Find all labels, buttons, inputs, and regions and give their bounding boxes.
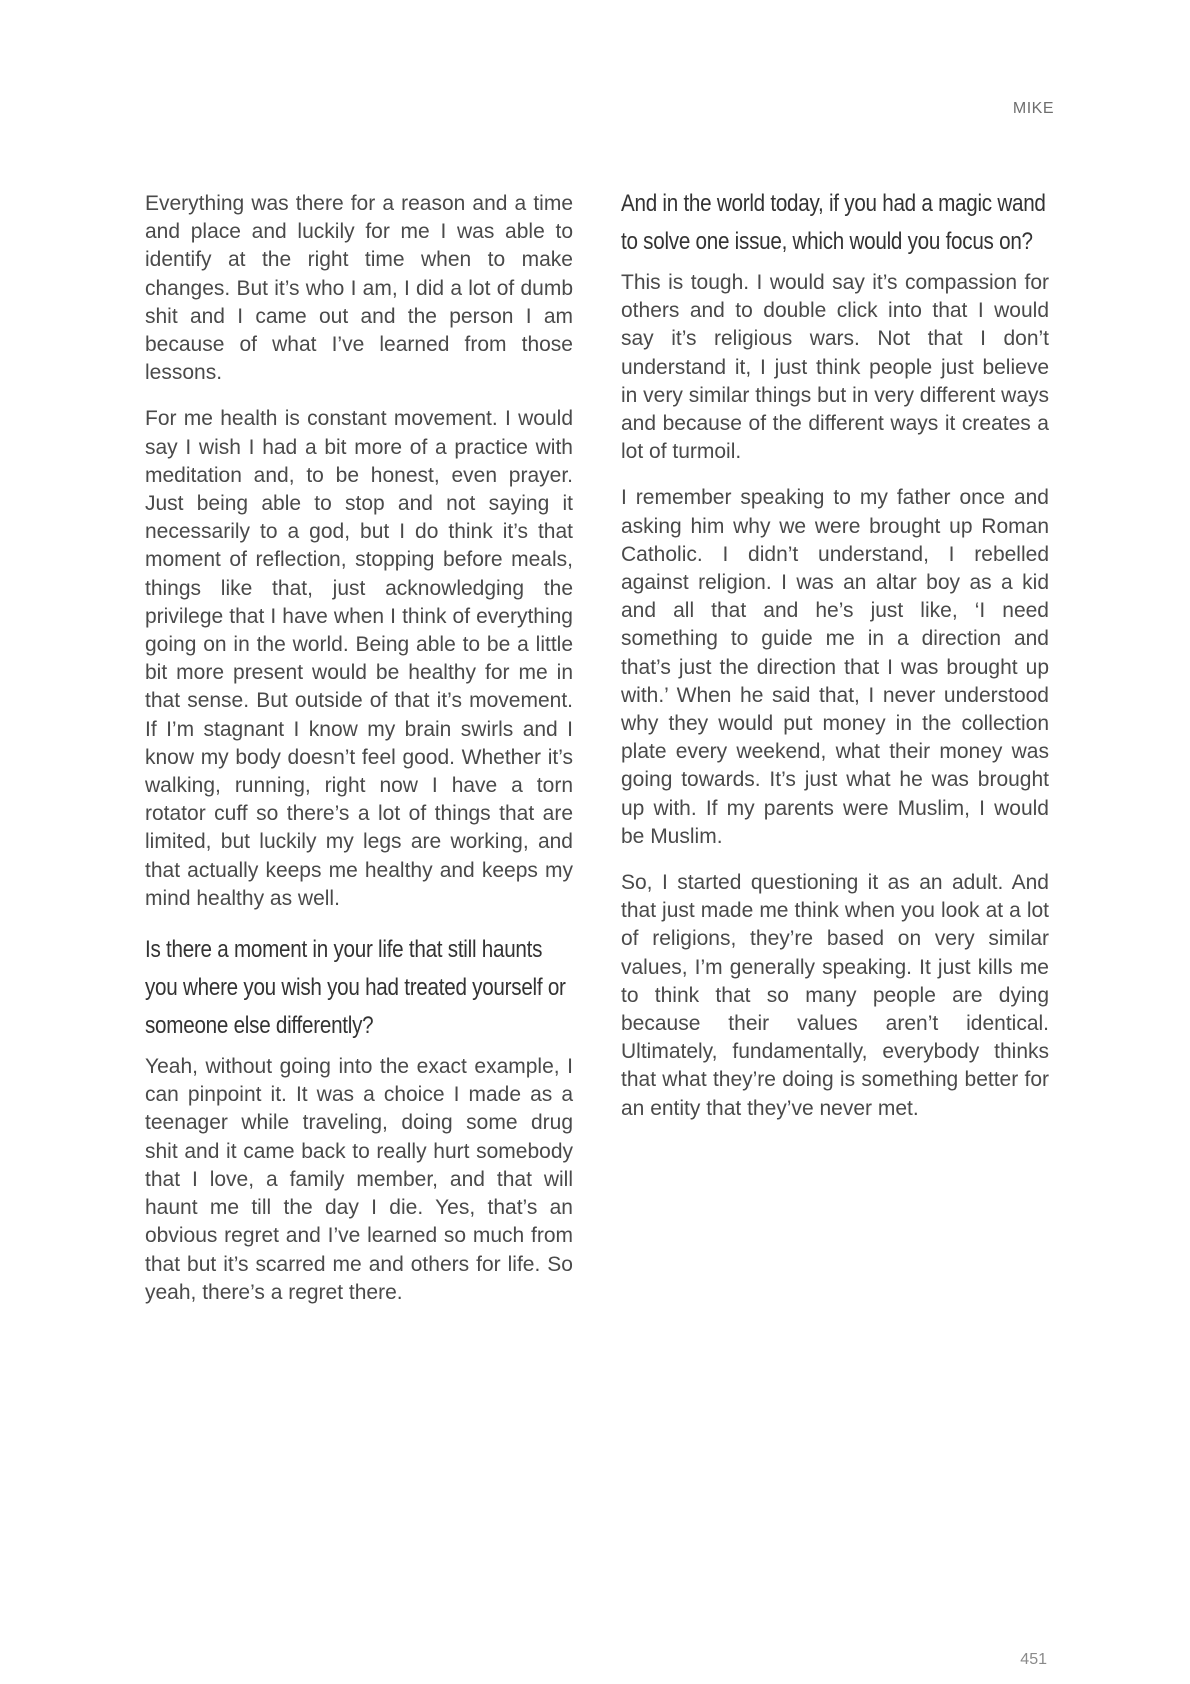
paragraph: This is tough. I would say it’s compassion for others and to double click into that I would say it’s religious wars. Not that I don’t understand it, I just think people just believe in very similar things but in very different ways and because of the different ways it creates a lot of turmoil. <box>621 271 1049 464</box>
page-number: 451 <box>1020 1651 1047 1668</box>
interview-question: And in the world today, if you had a magic wand to solve one issue, which would you focus on? <box>621 190 1046 255</box>
paragraph: Everything was there for a reason and a time and place and luckily for me I was able to identify at the right time when to make changes. But it’s who I am, I did a lot of dumb shit and I came out and the person I am because of what I’ve learned from those lessons. <box>145 192 573 385</box>
right-column <box>621 185 1049 1141</box>
interview-question: Is there a moment in your life that still haunts you where you wish you had treated yourself or someone else differently? <box>145 936 566 1040</box>
paragraph: So, I started questioning it as an adult. And that just made me think when you look at a lot of religions, they’re based on very similar values, I’m generally speaking. It just kills me to think that so many people are dying because their values aren’t identical. Ultimately, fundamentally, everybody thinks that what they’re doing is something better for an entity that they’ve never met. <box>621 871 1049 1120</box>
answer-paragraph: Yeah, without going into the exact example, I can pinpoint it. It was a choice I made as a teenager while traveling, doing some drug shit and it came back to really hurt somebody that I love, a family member, and that will haunt me till the day I die. Yes, that’s an obvious regret and I’ve learned so much from that but it’s scarred me and others for life. So yeah, there’s a regret there. <box>145 1055 573 1304</box>
left-column <box>145 190 573 1325</box>
running-head: MIKE <box>1012 100 1054 117</box>
paragraph: I remember speaking to my father once and asking him why we were brought up Roman Catholic. I didn’t understand, I rebelled against religion. I was an altar boy as a kid and all that and he’s just like, ‘I need something to guide me in a direction and that’s just the direction that I was brought up with.’ When he said that, I never understood why they would put money in the collection plate every weekend, what their money was going towards. It’s just what he was brought up with. If my parents were Muslim, I would be Muslim. <box>621 486 1049 848</box>
paragraph: For me health is constant movement. I would say I wish I had a bit more of a practice with meditation and, to be honest, even prayer. Just being able to stop and not saying it necessarily to a god, but I do think it’s that moment of reflection, stopping before meals, things like that, just acknowledging the privilege that I have when I think of everything going on in the world. Being able to be a little bit more present would be healthy for me in that sense. But outside of that it’s movement. If I’m stagnant I know my brain swirls and I know my body doesn’t feel good. Whether it’s walking, running, right now I have a torn rotator cuff so there’s a lot of things that are limited, but luckily my legs are working, and that actually keeps me healthy and keeps my mind healthy as well. <box>145 407 573 910</box>
